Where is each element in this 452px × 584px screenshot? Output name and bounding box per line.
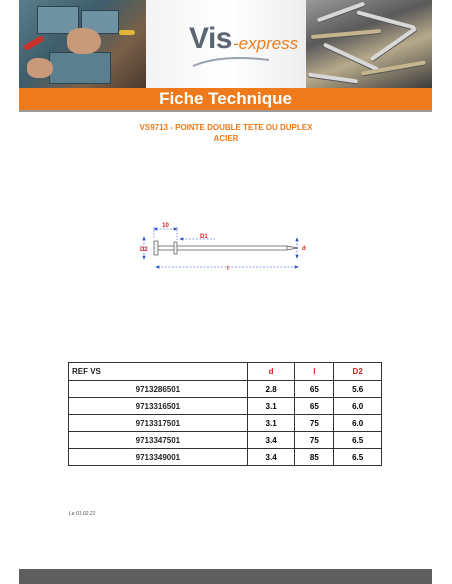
- cell-ref: 9713349001: [69, 449, 248, 466]
- cell-d2: 5.6: [334, 381, 382, 398]
- cell-l: 65: [295, 398, 334, 415]
- specs-table: [68, 362, 382, 466]
- logo-main-text: Vis: [189, 22, 232, 55]
- section-title: Fiche Technique: [159, 89, 292, 108]
- divider: [19, 110, 432, 112]
- cell-d: 3.1: [247, 415, 295, 432]
- header-l: l: [295, 363, 334, 381]
- product-title: [0, 122, 452, 144]
- cell-ref: 9713347501: [69, 432, 248, 449]
- nail-drawing: [154, 241, 298, 255]
- cell-d: 3.4: [247, 432, 295, 449]
- table-row: [69, 432, 382, 449]
- cell-l: 75: [295, 415, 334, 432]
- screws-photo: [306, 0, 432, 88]
- table-row: [69, 381, 382, 398]
- header-d2: D2: [334, 363, 382, 381]
- l-label: l: [227, 266, 229, 272]
- header-ref-vs: REF VS: [69, 363, 248, 381]
- d2-label: D2: [140, 247, 148, 253]
- nail-dimension-diagram: [130, 215, 320, 280]
- header-banner: [19, 0, 432, 88]
- cell-d: 3.4: [247, 449, 295, 466]
- workbench-photo: [19, 0, 146, 88]
- product-title-line-2: ACIER: [213, 134, 239, 143]
- cell-d2: 6.5: [334, 449, 382, 466]
- cell-ref: 9713316501: [69, 398, 248, 415]
- cell-d2: 6.5: [334, 432, 382, 449]
- cell-l: 85: [295, 449, 334, 466]
- cell-d2: 6.0: [334, 415, 382, 432]
- table-row: [69, 449, 382, 466]
- d1-label: D1: [200, 234, 208, 240]
- table-row: [69, 398, 382, 415]
- cell-ref: 9713286501: [69, 381, 248, 398]
- cell-l: 75: [295, 432, 334, 449]
- cell-d: 3.1: [247, 398, 295, 415]
- cell-d2: 6.0: [334, 398, 382, 415]
- cell-d: 2.8: [247, 381, 295, 398]
- footer-bar: [19, 569, 432, 584]
- dim-top-label: 10: [162, 223, 169, 229]
- cell-ref: 9713317501: [69, 415, 248, 432]
- logo-sub-text: -express: [233, 34, 299, 53]
- document-date: Le 01.02.21: [69, 511, 96, 517]
- header-d: d: [247, 363, 295, 381]
- table-header-row: [69, 363, 382, 381]
- product-title-line-1: VS9713 - POINTE DOUBLE TETE OU DUPLEX: [139, 123, 313, 132]
- cell-l: 65: [295, 381, 334, 398]
- table-row: [69, 415, 382, 432]
- logo-swoosh-icon: [191, 56, 271, 68]
- section-title-bar: [19, 88, 432, 110]
- d-label: d: [302, 246, 306, 252]
